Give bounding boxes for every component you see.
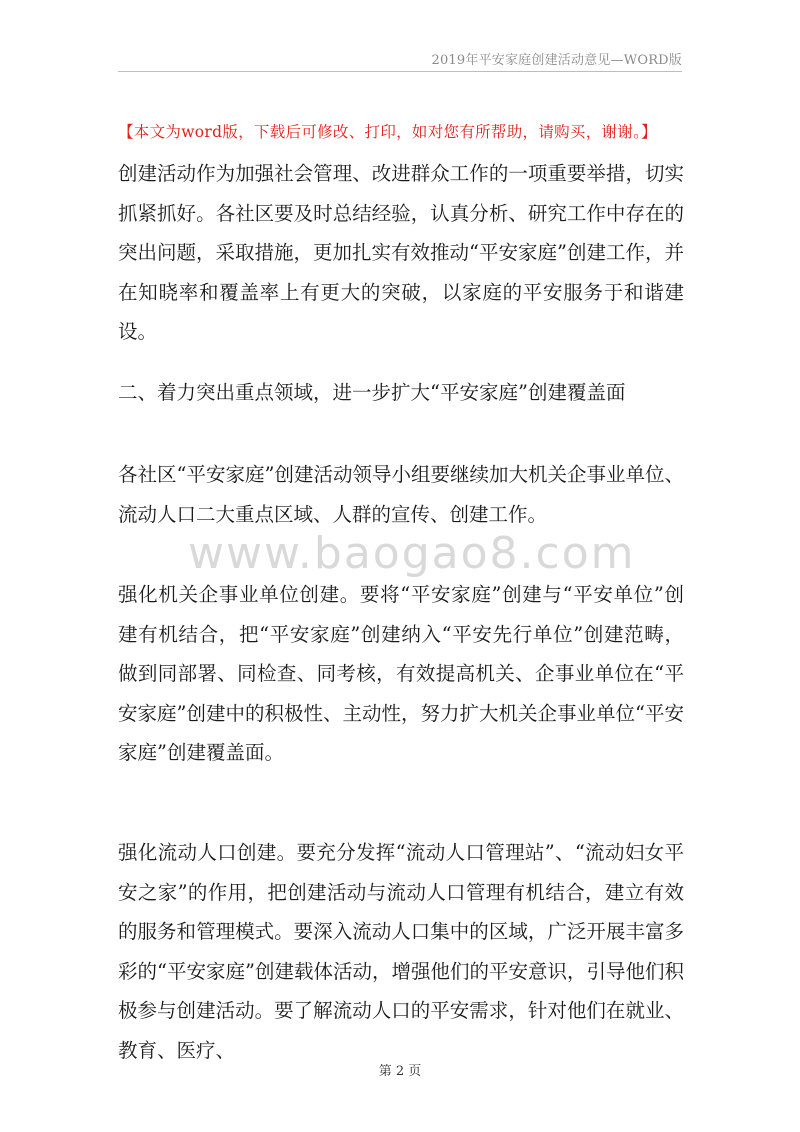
header-rule [118, 71, 682, 72]
download-notice: 【本文为word版，下载后可修改、打印，如对您有所帮助，请购买，谢谢。】 [118, 123, 657, 141]
paragraph-3: 强化机关企事业单位创建。要将“平安家庭”创建与“平安单位”创建有机结合，把“平安家庭”创建纳入“平安先行单位”创建范畴，做到同部署、同检查、同考核，有效提高机关、企事业单位在“平安家庭”创建中的积极性、主动性，努力扩大机关企事业单位“平安家庭”创建覆盖面。 [118, 583, 684, 764]
watermark: www.baogao8.com [188, 528, 636, 579]
header-title: 2019年平安家庭创建活动意见—WORD版 [431, 53, 682, 68]
section-heading-2: 二、着力突出重点领域，进一步扩大“平安家庭”创建覆盖面 [118, 381, 626, 404]
paragraph-1: 创建活动作为加强社会管理、改进群众工作的一项重要举措，切实抓紧抓好。各社区要及时总结经验，认真分析、研究工作中存在的突出问题，采取措施，更加扎实有效推动“平安家庭”创建工作，并在知晓率和覆盖率上有更大的突破，以家庭的平安服务于和谐建设。 [118, 162, 684, 343]
paragraph-2: 各社区“平安家庭”创建活动领导小组要继续加大机关企事业单位、流动人口二大重点区域、人群的宣传、创建工作。 [118, 463, 684, 526]
page-number: 第 2 页 [378, 1064, 422, 1079]
paragraph-4: 强化流动人口创建。要充分发挥“流动人口管理站”、“流动妇女平安之家”的作用，把创建活动与流动人口管理有机结合，建立有效的服务和管理模式。要深入流动人口集中的区域，广泛开展丰富多彩的“平安家庭”创建载体活动，增强他们的平安意识，引导他们积极参与创建活动。要了解流动人口的平安需求，针对他们在就业、教育、医疗、 [118, 841, 684, 1062]
